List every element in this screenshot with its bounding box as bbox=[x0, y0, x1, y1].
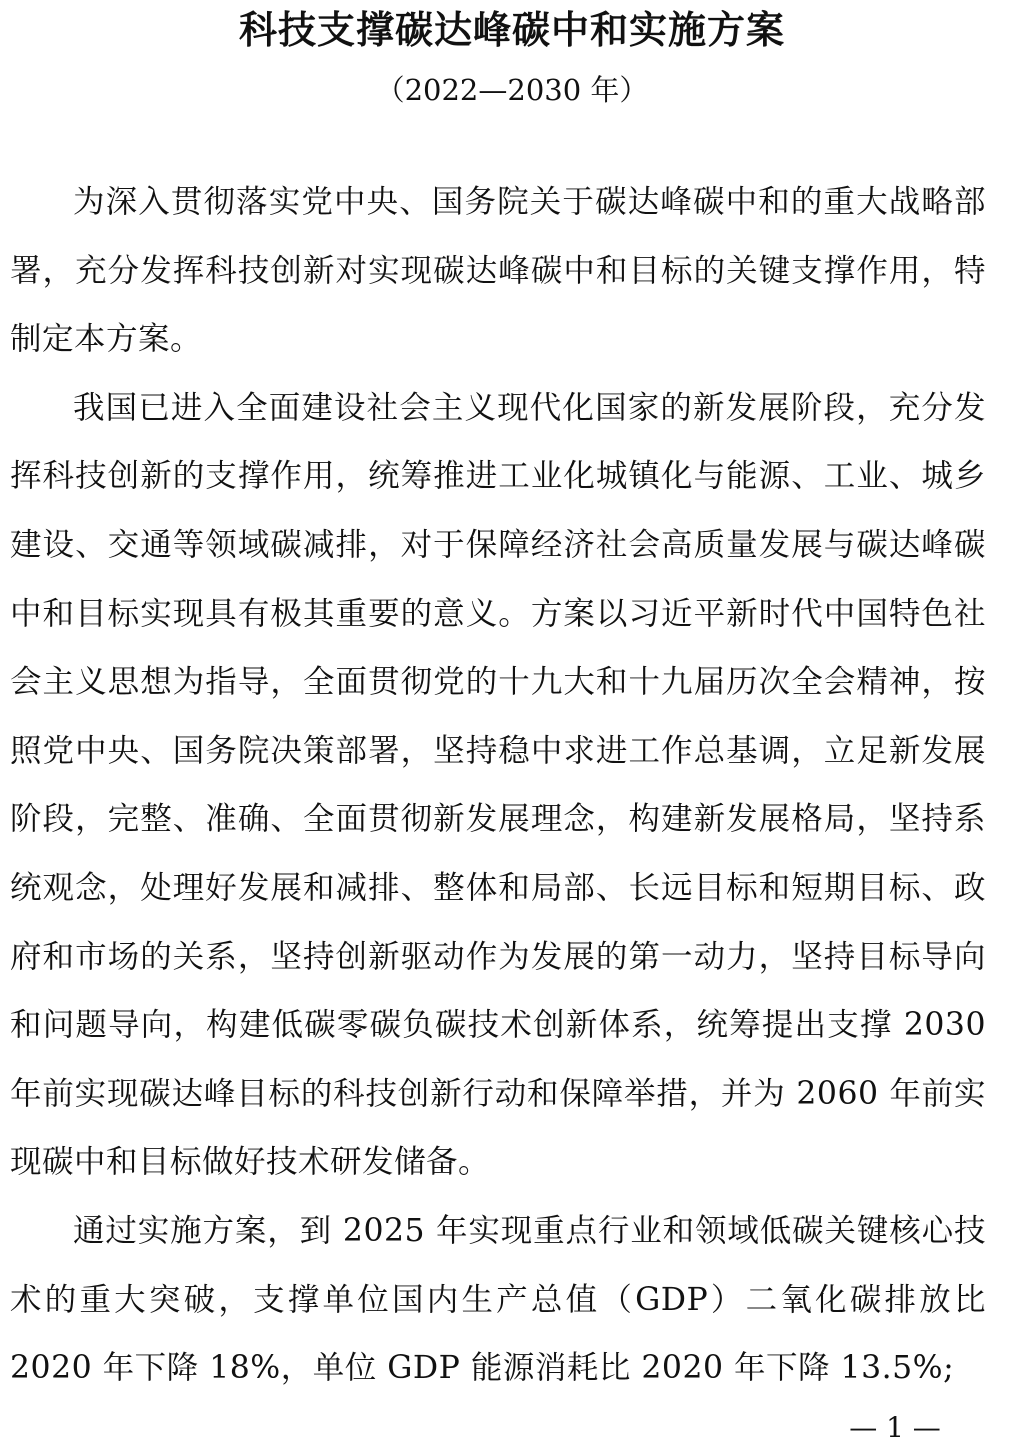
document-title: 科技支撑碳达峰碳中和实施方案 bbox=[238, 7, 785, 52]
document-subtitle: （2022—2030 年） bbox=[375, 73, 649, 107]
paragraph-goals: 通过实施方案，到 2025 年实现重点行业和领域低碳关键核心技术的重大突破，支撑单位国内生产总值（GDP）二氧化碳排放比 2020 年下降 18%，单位 GDP 能源消耗比 2020 年下降 13.5%; bbox=[10, 1212, 986, 1387]
paragraph-intro: 为深入贯彻落实党中央、国务院关于碳达峰碳中和的重大战略部署，充分发挥科技创新对实现碳达峰碳中和目标的关键支撑作用，特制定本方案。 bbox=[10, 184, 986, 358]
paragraph-background: 我国已进入全面建设社会主义现代化国家的新发展阶段，充分发挥科技创新的支撑作用，统筹推进工业化城镇化与能源、工业、城乡建设、交通等领域碳减排，对于保障经济社会高质量发展与碳达峰碳中和目标实现具有极其重要的意义。方案以习近平新时代中国特色社会主义思想为指导，全面贯彻党的十九大和十九届历次全会精神，按照党中央、国务院决策部署，坚持稳中求进工作总基调，立足新发展阶段，完整、准确、全面贯彻新发展理念，构建新发展格局，坚持系统观念，处理好发展和减排、整体和局部、长远目标和短期目标、政府和市场的关系，坚持创新驱动作为发展的第一动力，坚持目标导向和问题导向，构建低碳零碳负碳技术创新体系，统筹提出支撑 2030 年前实现碳达峰目标的科技创新行动和保障举措，并为 2060 年前实现碳中和目标做好技术研发储备。 bbox=[10, 389, 986, 1181]
page-number: — 1 — bbox=[849, 1411, 941, 1444]
document-body bbox=[10, 168, 986, 1403]
